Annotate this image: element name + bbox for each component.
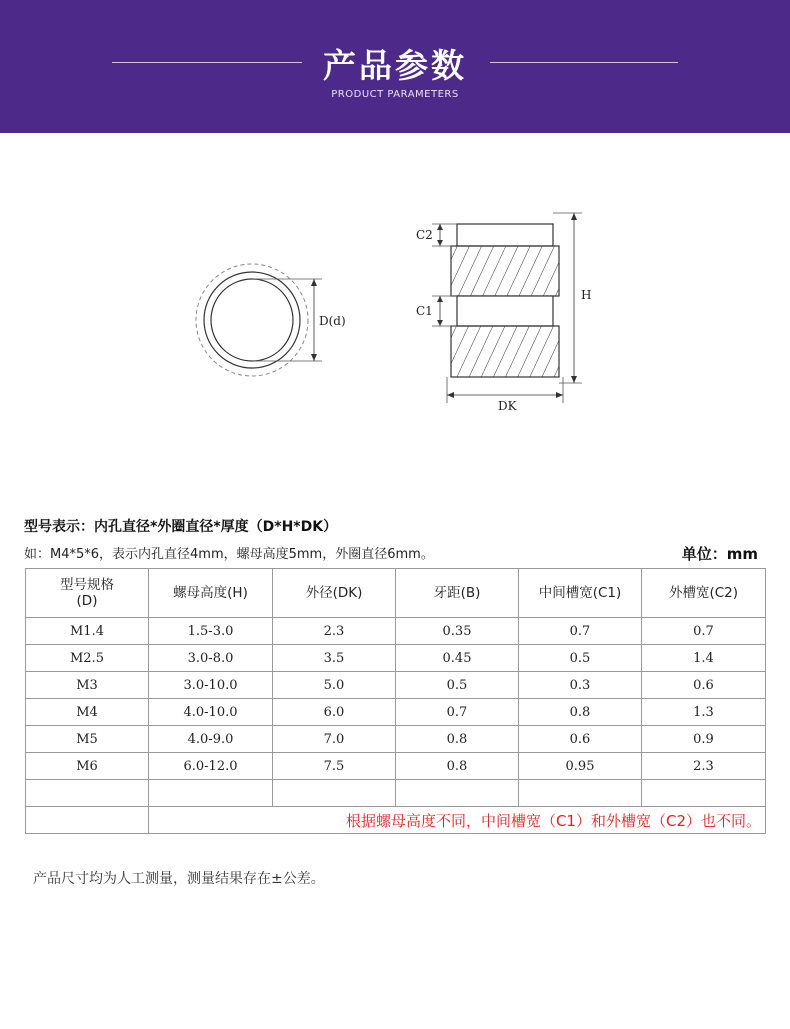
cell-height: 1.5-3.0 (149, 618, 273, 645)
side-view (416, 213, 591, 413)
cell-outer-groove: 1.3 (642, 699, 766, 726)
table-row (26, 753, 766, 780)
model-format-title: 型号表示：内孔直径*外圈直径*厚度（D*H*DK） (24, 519, 338, 535)
cell-pitch: 0.35 (396, 618, 519, 645)
table-row (26, 618, 766, 645)
label-d: D(d) (319, 314, 346, 328)
cell-middle-groove: 0.3 (519, 672, 642, 699)
cell-outer-diameter: 3.5 (273, 645, 396, 672)
cell-empty (26, 780, 149, 807)
header-outer-diameter: 外径(DK) (273, 569, 396, 618)
header-middle-groove: 中间槽宽(C1) (519, 569, 642, 618)
cell-outer-groove: 0.7 (642, 618, 766, 645)
cell-outer-groove: 1.4 (642, 645, 766, 672)
cell-outer-diameter: 5.0 (273, 672, 396, 699)
model-example: 如：M4*5*6，表示内孔直径4mm，螺母高度5mm，外圈直径6mm。 (24, 547, 434, 562)
cell-empty (642, 780, 766, 807)
banner-title: 产品参数 (323, 46, 467, 85)
header-height: 螺母高度(H) (149, 569, 273, 618)
table-row (26, 699, 766, 726)
top-view (196, 264, 346, 376)
label-h: H (581, 288, 592, 302)
header-model (26, 569, 149, 618)
cell-model: M5 (26, 726, 149, 753)
table-note-row (26, 807, 766, 834)
cell-outer-groove: 0.9 (642, 726, 766, 753)
tolerance-footnote: 产品尺寸均为人工测量，测量结果存在±公差。 (33, 871, 325, 887)
label-c2: C2 (416, 228, 433, 242)
cell-pitch: 0.45 (396, 645, 519, 672)
header-model-label: 型号规格 (D) (60, 577, 114, 609)
cell-pitch: 0.7 (396, 699, 519, 726)
banner-subtitle: PRODUCT PARAMETERS (331, 89, 459, 100)
cell-outer-diameter: 2.3 (273, 618, 396, 645)
cell-pitch: 0.8 (396, 753, 519, 780)
table-row (26, 645, 766, 672)
header-outer-groove: 外槽宽(C2) (642, 569, 766, 618)
cell-height: 4.0-10.0 (149, 699, 273, 726)
cell-model: M6 (26, 753, 149, 780)
cell-height: 4.0-9.0 (149, 726, 273, 753)
table-row (26, 726, 766, 753)
cell-model: M2.5 (26, 645, 149, 672)
inner-hole-circle (211, 279, 293, 361)
cell-pitch: 0.8 (396, 726, 519, 753)
groove-width-note: 根据螺母高度不同，中间槽宽（C1）和外槽宽（C2）也不同。 (149, 807, 766, 834)
cell-height: 3.0-8.0 (149, 645, 273, 672)
cell-model: M3 (26, 672, 149, 699)
table-row (26, 672, 766, 699)
cell-outer-diameter: 7.5 (273, 753, 396, 780)
spec-table (25, 568, 766, 834)
cell-empty (26, 807, 149, 834)
cell-middle-groove: 0.95 (519, 753, 642, 780)
cell-middle-groove: 0.7 (519, 618, 642, 645)
cell-empty (396, 780, 519, 807)
cell-outer-diameter: 6.0 (273, 699, 396, 726)
cell-model: M1.4 (26, 618, 149, 645)
outer-dashed-circle (196, 264, 308, 376)
nut-dimension-diagram (0, 133, 790, 503)
cell-outer-groove: 2.3 (642, 753, 766, 780)
cell-middle-groove: 0.5 (519, 645, 642, 672)
cell-height: 3.0-10.0 (149, 672, 273, 699)
cell-empty (149, 780, 273, 807)
cell-empty (273, 780, 396, 807)
header-banner (0, 0, 790, 133)
table-header-row (26, 569, 766, 618)
label-dk: DK (498, 399, 517, 413)
label-c1: C1 (416, 304, 433, 318)
cell-model: M4 (26, 699, 149, 726)
outer-ring-circle (204, 272, 300, 368)
cell-pitch: 0.5 (396, 672, 519, 699)
cell-middle-groove: 0.6 (519, 726, 642, 753)
cell-empty (519, 780, 642, 807)
cell-middle-groove: 0.8 (519, 699, 642, 726)
unit-label: 单位：mm (681, 545, 758, 563)
table-row-empty (26, 780, 766, 807)
header-pitch: 牙距(B) (396, 569, 519, 618)
cell-height: 6.0-12.0 (149, 753, 273, 780)
cell-outer-groove: 0.6 (642, 672, 766, 699)
cell-outer-diameter: 7.0 (273, 726, 396, 753)
